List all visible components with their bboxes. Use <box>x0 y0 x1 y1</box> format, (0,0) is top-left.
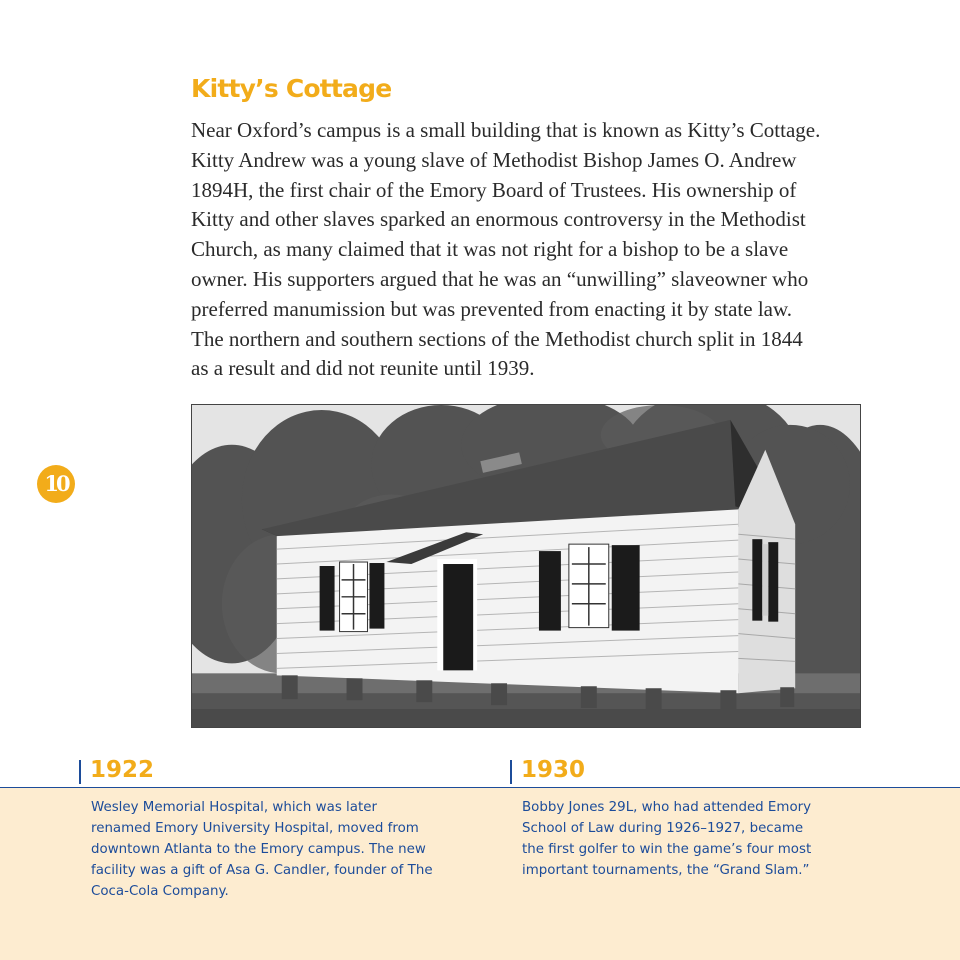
timeline-line: the first golfer to win the game’s four most <box>522 842 812 857</box>
timeline-line: renamed Emory University Hospital, moved from <box>91 821 419 836</box>
timeline-line: Coca-Cola Company. <box>91 884 229 899</box>
timeline-line: Wesley Memorial Hospital, which was later <box>91 800 377 815</box>
cottage-illustration <box>192 405 860 727</box>
timeline-description <box>522 797 902 881</box>
timeline-description <box>91 797 471 902</box>
timeline-line: Bobby Jones 29L, who had attended Emory <box>522 800 812 815</box>
body-line: 1894H, the first chair of the Emory Board of Trustees. His ownership of <box>191 177 797 202</box>
page-number-badge <box>37 465 75 503</box>
body-line: Kitty and other slaves sparked an enormous controversy in the Methodist <box>191 207 806 232</box>
timeline-year: 1922 <box>90 757 155 783</box>
article-body <box>191 116 891 384</box>
timeline-line: School of Law during 1926–1927, became <box>522 821 804 836</box>
body-line: Church, as many claimed that it was not right for a bishop to be a slave <box>191 237 789 262</box>
cottage-photo <box>191 404 861 728</box>
article-title: Kitty’s Cottage <box>191 74 392 103</box>
timeline-line: facility was a gift of Asa G. Candler, founder of The <box>91 863 433 878</box>
body-line: Near Oxford’s campus is a small building that is known as Kitty’s Cottage. <box>191 118 821 142</box>
timeline-line: downtown Atlanta to the Emory campus. The new <box>91 842 426 857</box>
timeline-line: important tournaments, the “Grand Slam.” <box>522 863 810 878</box>
page-number: 10 <box>44 471 68 496</box>
body-line: The northern and southern sections of the Methodist church split in 1844 <box>191 326 803 351</box>
body-line: owner. His supporters argued that he was an “unwilling” slaveowner who <box>191 266 809 291</box>
body-line: Kitty Andrew was a young slave of Methodist Bishop James O. Andrew <box>191 147 797 172</box>
body-line: preferred manumission but was prevented from enacting it by state law. <box>191 296 793 321</box>
timeline-marker <box>79 760 81 784</box>
timeline-marker <box>510 760 512 784</box>
body-line: as a result and did not reunite until 1939. <box>191 356 535 381</box>
timeline-year: 1930 <box>521 757 586 783</box>
